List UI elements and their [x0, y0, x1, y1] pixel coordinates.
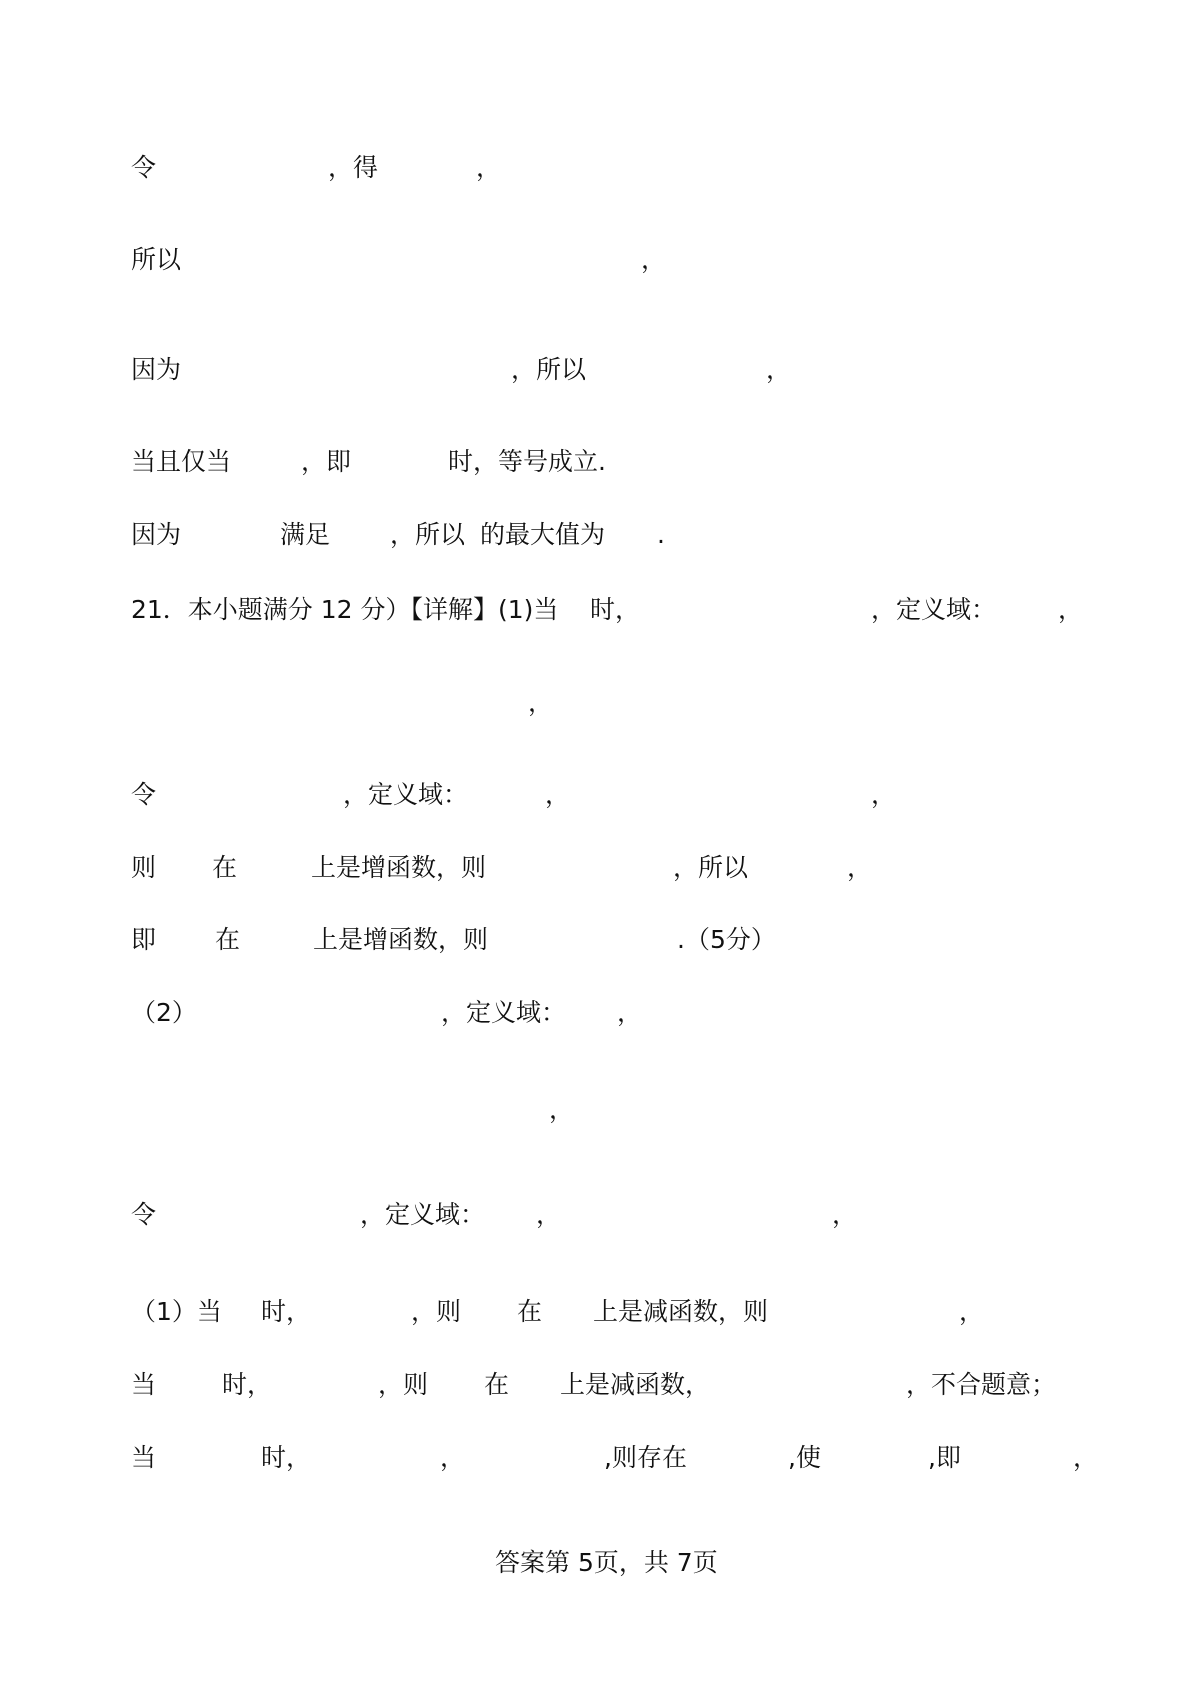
- text-fragment: 所以: [131, 245, 182, 274]
- text-fragment: 即: [131, 925, 157, 954]
- text-fragment: ，: [832, 1200, 858, 1229]
- text-fragment: ，: [871, 780, 897, 809]
- text-fragment: ，即: [301, 447, 352, 476]
- text-fragment: ，所以: [390, 520, 466, 549]
- text-fragment: ，所以: [673, 853, 749, 882]
- text-fragment: 当且仅当: [131, 447, 232, 476]
- text-fragment: ，: [766, 355, 792, 384]
- text-fragment: ，: [617, 998, 643, 1027]
- text-fragment: ，不合题意；: [906, 1370, 1057, 1399]
- text-fragment: 当: [131, 1370, 157, 1399]
- text-fragment: 时，: [261, 1443, 312, 1472]
- text-fragment: ，定义域：: [871, 595, 997, 624]
- text-fragment: 因为: [131, 355, 182, 384]
- text-fragment: （1）当: [131, 1297, 222, 1326]
- text-fragment: 则: [131, 853, 157, 882]
- text-fragment: 满足: [280, 520, 331, 549]
- text-fragment: 当: [131, 1443, 157, 1472]
- text-fragment: ，: [549, 1095, 575, 1124]
- text-fragment: ，则: [378, 1370, 429, 1399]
- text-fragment: 时，: [590, 595, 641, 624]
- text-fragment: 21．本小题满分 12 分）【详解】(1)当: [131, 595, 559, 624]
- text-fragment: ，定义域：: [360, 1200, 486, 1229]
- text-fragment: ，定义域：: [441, 998, 567, 1027]
- text-fragment: ，: [847, 853, 873, 882]
- text-fragment: 上是增函数，则: [311, 853, 487, 882]
- text-fragment: ，: [440, 1443, 466, 1472]
- text-fragment: 上是减函数，则: [593, 1297, 769, 1326]
- text-fragment: ，得: [328, 153, 379, 182]
- text-fragment: 上是减函数，: [560, 1370, 711, 1399]
- text-fragment: ，则: [411, 1297, 462, 1326]
- text-fragment: ,则存在: [604, 1443, 687, 1472]
- text-fragment: ，: [536, 1200, 562, 1229]
- text-fragment: 在: [517, 1297, 543, 1326]
- text-fragment: 在: [484, 1370, 510, 1399]
- page-footer: 答案第 5页，共 7页: [495, 1548, 718, 1577]
- text-fragment: .: [657, 520, 665, 549]
- text-fragment: ，所以: [511, 355, 587, 384]
- text-fragment: 上是增函数，则: [313, 925, 489, 954]
- text-fragment: 令: [131, 153, 157, 182]
- text-fragment: ，: [528, 688, 554, 717]
- text-fragment: （2）: [131, 998, 197, 1027]
- text-fragment: ，: [959, 1297, 985, 1326]
- text-fragment: ，: [1073, 1443, 1099, 1472]
- text-fragment: ,使: [788, 1443, 821, 1472]
- text-fragment: ，定义域：: [343, 780, 469, 809]
- text-fragment: ,即: [928, 1443, 961, 1472]
- text-fragment: 时，: [261, 1297, 312, 1326]
- text-fragment: .（5分）: [677, 925, 776, 954]
- text-fragment: ，: [476, 153, 502, 182]
- text-fragment: 时，: [222, 1370, 273, 1399]
- text-fragment: 在: [215, 925, 241, 954]
- text-fragment: ，: [641, 245, 667, 274]
- text-fragment: 令: [131, 1200, 157, 1229]
- text-fragment: ，: [1058, 595, 1084, 624]
- text-fragment: 因为: [131, 520, 182, 549]
- text-fragment: ，: [545, 780, 571, 809]
- text-fragment: 时，等号成立.: [448, 447, 606, 476]
- text-fragment: 令: [131, 780, 157, 809]
- text-fragment: 的最大值为: [480, 520, 606, 549]
- text-fragment: 在: [212, 853, 238, 882]
